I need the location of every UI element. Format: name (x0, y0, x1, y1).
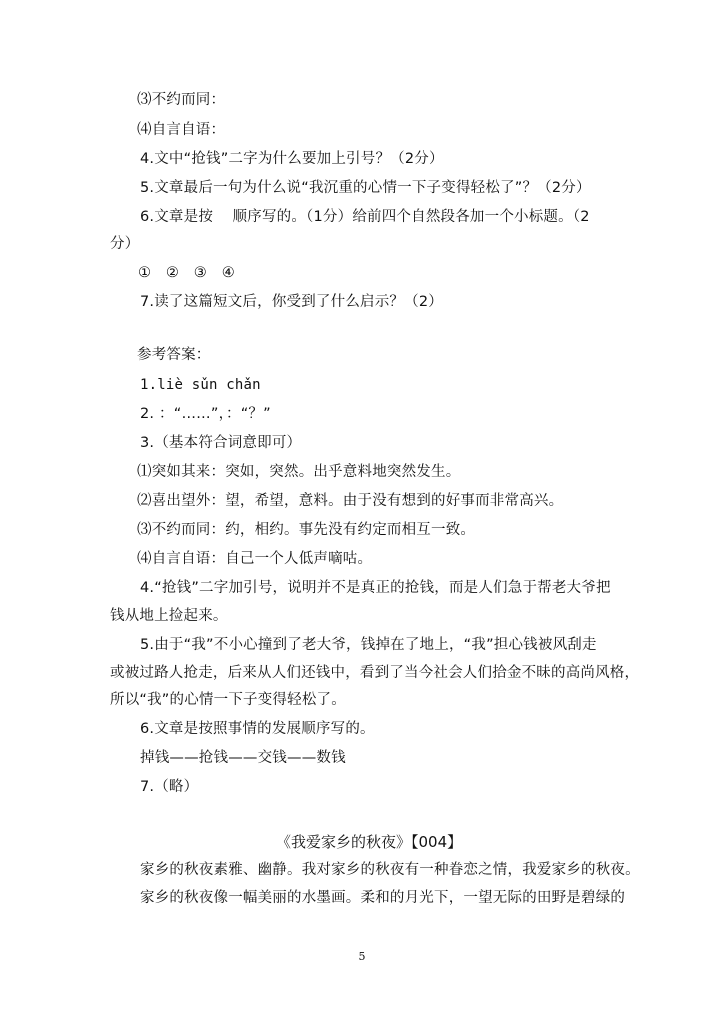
page-number: 5 (358, 950, 366, 963)
body-paragraph-1: 家乡的秋夜素雅、幽静。我对家乡的秋夜有一种眷恋之情，我爱家乡的秋夜。 (140, 862, 640, 878)
answer-3-item-1: ⑴突如其来：突如，突然。出乎意料地突然发生。 (137, 464, 461, 480)
answer-4-continued: 钱从地上捡起来。 (110, 608, 228, 624)
question-6-continued: 分） (110, 236, 140, 252)
question-7: 7.读了这篇短文后，你受到了什么启示？（2） (140, 294, 443, 310)
answer-5-continued-1: 或被过路人抢走，后来从人们还钱中，看到了当今社会人们拾金不昧的高尚风格， (110, 665, 640, 681)
question-6-subtitle-markers: ① ② ③ ④ (138, 265, 235, 281)
answer-6-sequence: 掉钱——抢钱——交钱——数钱 (140, 750, 346, 766)
answer-2: 2. ：“……”，：“？” (140, 406, 271, 422)
answer-7: 7.（略） (140, 779, 199, 795)
question-4: 4.文中“抢钱”二字为什么要加上引号？（2分） (140, 151, 444, 167)
answers-heading: 参考答案： (137, 347, 211, 363)
answer-5-continued-2: 所以“我”的心情一下子变得轻松了。 (110, 692, 346, 708)
question-3-item-4: ⑷自言自语： (137, 122, 226, 138)
answer-4: 4.“抢钱”二字加引号，说明并不是真正的抢钱，而是人们急于帮老大爷把 (140, 580, 611, 596)
answer-3-item-3: ⑶不约而同：约，相约。事先没有约定而相互一致。 (137, 522, 476, 538)
answer-3-item-2: ⑵喜出望外：望，希望，意料。由于没有想到的好事而非常高兴。 (137, 493, 564, 509)
question-6: 6.文章是按 顺序写的。（1分）给前四个自然段各加一个小标题。（2 (140, 209, 590, 225)
question-3-item-3: ⑶不约而同： (137, 92, 226, 108)
answer-1: 1.liè sǔn chǎn (140, 377, 261, 393)
section-title: 《我爱家乡的秋夜》【004】 (276, 833, 463, 851)
body-paragraph-2: 家乡的秋夜像一幅美丽的水墨画。柔和的月光下，一望无际的田野是碧绿的 (140, 890, 626, 906)
answer-3: 3.（基本符合词意即可） (140, 435, 302, 451)
answer-5: 5.由于“我”不小心撞到了老大爷，钱掉在了地上，“我”担心钱被风刮走 (140, 637, 597, 653)
answer-6: 6.文章是按照事情的发展顺序写的。 (140, 721, 375, 737)
question-5: 5.文章最后一句为什么说“我沉重的心情一下子变得轻松了”？（2分） (140, 180, 591, 196)
answer-3-item-4: ⑷自言自语：自己一个人低声嘀咕。 (137, 551, 373, 567)
